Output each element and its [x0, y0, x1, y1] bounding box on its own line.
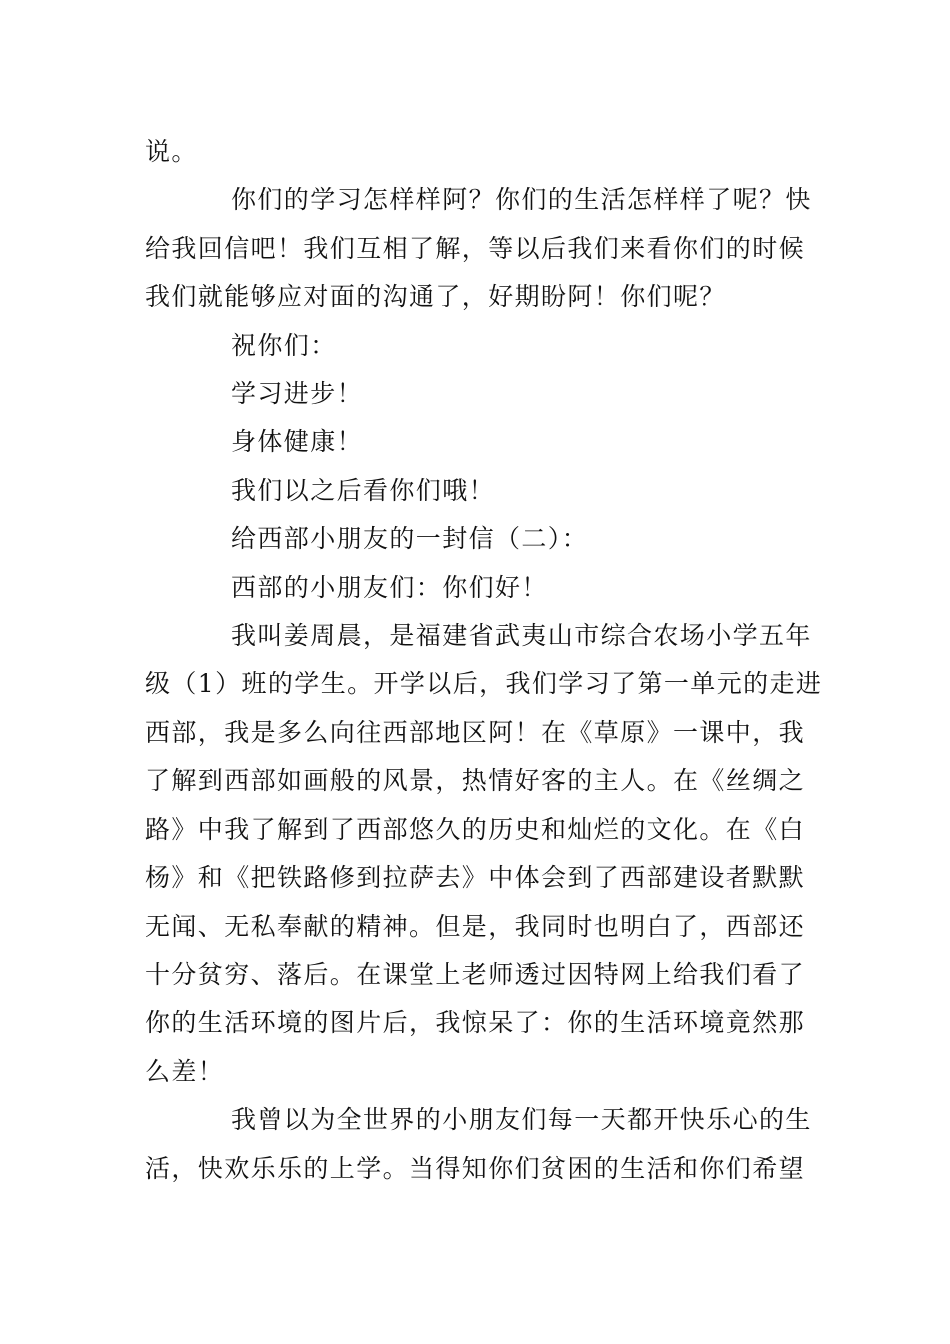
text-line: 我们就能够应对面的沟通了，好期盼阿！你们呢？	[145, 282, 726, 312]
text-line: 级（1）班的学生。开学以后，我们学习了第一单元的走进	[145, 669, 823, 699]
text-line: 西部，我是多么向往西部地区阿！在《草原》一课中，我	[145, 717, 806, 747]
text-line: 杨》和《把铁路修到拉萨去》中体会到了西部建设者默默	[145, 863, 806, 893]
text-line: 路》中我了解到了西部悠久的历史和灿烂的文化。在《白	[145, 814, 806, 844]
text-line: 么差！	[145, 1056, 225, 1086]
text-line: 你的生活环境的图片后，我惊呆了：你的生活环境竟然那	[145, 1008, 806, 1038]
salutation: 西部的小朋友们：你们好！	[231, 572, 548, 602]
letter-body	[145, 128, 825, 1193]
closing-wish: 学习进步！	[231, 379, 364, 409]
text-line: 十分贫穷、落后。在课堂上老师透过因特网上给我们看了	[145, 959, 806, 989]
paragraph-line: 你们的学习怎样样阿？你们的生活怎样样了呢？快	[231, 185, 812, 215]
text-line: 活，快欢乐乐的上学。当得知你们贫困的生活和你们希望	[145, 1153, 806, 1183]
text-line: 给我回信吧！我们互相了解，等以后我们来看你们的时候	[145, 233, 806, 263]
text-line: 说。	[145, 137, 198, 166]
paragraph-line: 我叫姜周晨，是福建省武夷山市综合农场小学五年	[231, 621, 812, 651]
paragraph-line: 我曾以为全世界的小朋友们每一天都开快乐心的生	[231, 1105, 812, 1135]
closing-greeting: 祝你们：	[231, 330, 337, 360]
text-line: 无闻、无私奉献的精神。但是，我同时也明白了，西部还	[145, 911, 806, 941]
section-title: 给西部小朋友的一封信（二）：	[231, 524, 589, 554]
closing-wish: 我们以之后看你们哦！	[231, 475, 496, 505]
text-line: 了解到西部如画般的风景，热情好客的主人。在《丝绸之	[145, 766, 806, 796]
closing-wish: 身体健康！	[231, 427, 364, 457]
